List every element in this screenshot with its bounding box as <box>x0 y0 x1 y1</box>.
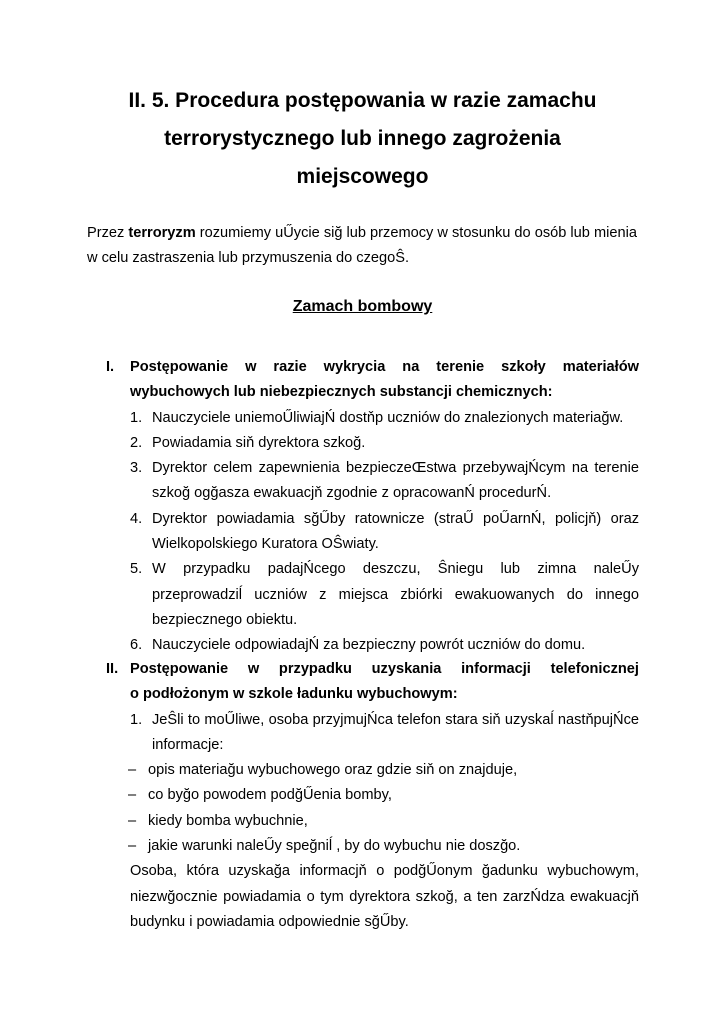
dash-text: opis materiağu wybuchowego oraz gdzie siň on znajduje, <box>148 762 518 779</box>
heading-word: razie <box>273 359 307 375</box>
part-2-heading-line-1 <box>130 657 639 682</box>
intro-term: terroryzm <box>128 225 196 241</box>
heading-word: wykrycia <box>323 359 386 375</box>
list-item <box>130 456 639 507</box>
intro-lead: Przez <box>87 225 129 241</box>
heading-word: na <box>402 359 420 375</box>
dash-bullet: – <box>128 787 137 804</box>
item-text: W przypadku padajŃcego deszczu, Ŝniegu lub zimna naleŰy przeprowadziĺ uczniów z miejsca zbiórki ewakuowanych do innego bezpiecznego obiektu. <box>152 561 639 628</box>
title-line-3: miejscowego <box>296 165 429 188</box>
item-number: 2. <box>130 434 143 451</box>
list-item <box>130 557 639 633</box>
heading-word: terenie <box>436 359 485 375</box>
part-2-closing: Osoba, która uzyskağa informacjň o podğŰonym ğadunku wybuchowym, niezwğocznie powiadamia o tym dyrektora szkoğ, a ten zarzŃdza ewakuacjň budynku i powiadamia odpowiednie sğŰby. <box>130 863 639 930</box>
item-text: Powiadamia siň dyrektora szkoğ. <box>152 434 366 451</box>
list-item <box>130 406 639 431</box>
part-2-heading-line-2: o podłożonym w szkole ładunku wybuchowym: <box>130 686 458 703</box>
part-2-list <box>106 708 639 759</box>
part-1 <box>106 355 639 659</box>
dash-item <box>128 809 639 834</box>
heading-word: materiałów <box>562 359 639 375</box>
part-2-heading <box>106 657 639 708</box>
heading-word: szkoły <box>501 359 546 375</box>
part-2-roman: II. <box>106 661 119 677</box>
part-2-dash-list <box>106 758 639 859</box>
dash-item <box>128 758 639 783</box>
dash-item <box>128 783 639 808</box>
item-number: 3. <box>130 460 143 477</box>
list-item <box>130 507 639 558</box>
heading-word: informacji <box>461 661 531 677</box>
item-number: 6. <box>130 637 143 654</box>
item-text: Nauczyciele uniemoŰliwiajŃ dostňp uczniów do znalezionych materiağw. <box>152 409 624 426</box>
heading-word: uzyskania <box>371 661 442 677</box>
item-text: Dyrektor powiadamia sğŰby ratownicze (straŰ poŰarnŃ, policjň) oraz Wielkopolskiego Kuratora OŜwiaty. <box>152 510 639 553</box>
title-line-1: II. 5. Procedura postępowania w razie zamachu <box>128 89 597 112</box>
heading-word: telefonicznej <box>550 661 639 677</box>
dash-text: kiedy bomba wybuchnie, <box>148 812 308 829</box>
item-text: Nauczyciele odpowiadajŃ za bezpieczny powrót uczniów do domu. <box>152 637 586 654</box>
list-item <box>130 431 639 456</box>
heading-word: Postępowanie <box>130 359 229 375</box>
intro-rest: rozumiemy uŰycie siğ lub przemocy w stosunku do osób lub mienia w celu zastraszenia lub przymuszenia do czegoŜ. <box>87 225 637 266</box>
item-number: 5. <box>130 561 143 578</box>
list-item <box>130 708 639 759</box>
heading-word: Postępowanie <box>130 661 229 677</box>
intro-paragraph <box>87 221 639 271</box>
part-2 <box>106 657 639 935</box>
dash-bullet: – <box>128 762 137 779</box>
item-number: 1. <box>130 409 143 426</box>
part-1-roman: I. <box>106 359 115 375</box>
item-number: 4. <box>130 510 143 527</box>
part-1-heading-line-1 <box>130 355 639 380</box>
dash-bullet: – <box>128 812 137 829</box>
heading-word: w <box>245 359 257 375</box>
heading-word: przypadku <box>278 661 352 677</box>
list-item <box>130 633 639 658</box>
part-1-heading <box>106 355 639 406</box>
dash-text: co byğo powodem podğŰenia bomby, <box>148 787 392 804</box>
item-number: 1. <box>130 711 143 728</box>
part-1-heading-line-2: wybuchowych lub niebezpiecznych substancji chemicznych: <box>130 384 553 401</box>
dash-item <box>128 834 639 859</box>
item-text: JeŜli to moŰliwe, osoba przyjmujŃca telefon stara siň uzyskaĺ nastňpujŃce informacje: <box>152 711 639 753</box>
title-line-2: terrorystycznego lub innego zagrożenia <box>164 127 561 150</box>
document-title <box>60 82 665 196</box>
item-text: Dyrektor celem zapewnienia bezpieczeŒstwa przebywajŃcym na terenie szkoğ ogğasza ewakuacjň zgodnie z opracowanŃ procedurŃ. <box>152 460 639 502</box>
dash-text: jakie warunki naleŰy speğniĺ , by do wybuchu nie doszğo. <box>148 838 521 855</box>
part-1-list <box>106 406 639 659</box>
heading-word: w <box>247 661 260 677</box>
dash-bullet: – <box>128 838 137 855</box>
section-title: Zamach bombowy <box>292 298 433 315</box>
